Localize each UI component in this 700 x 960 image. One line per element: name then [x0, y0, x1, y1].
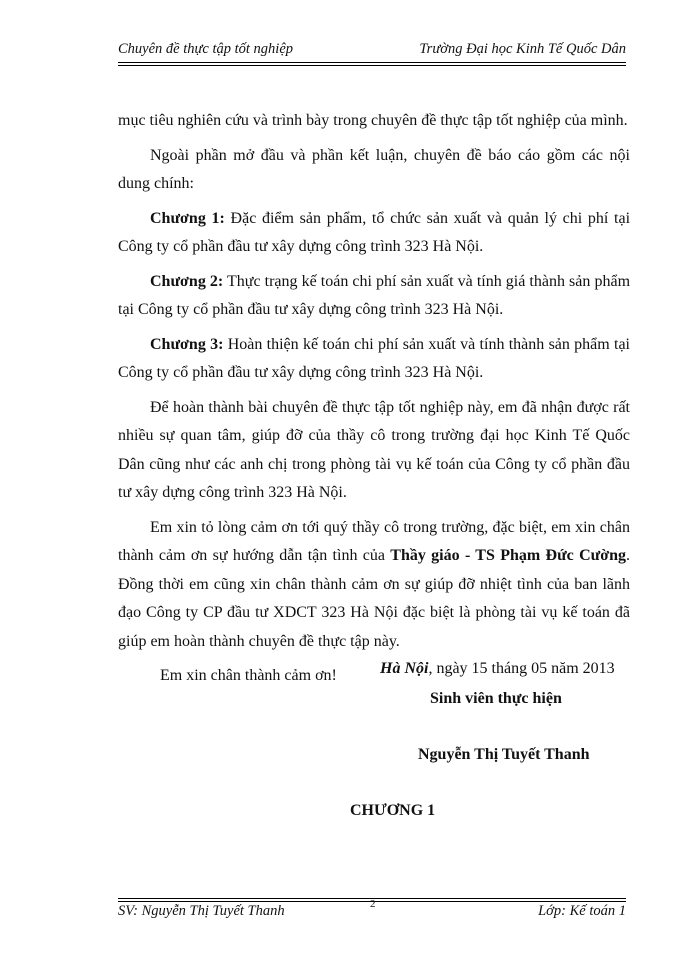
paragraph-closing: Em xin chân thành cảm ơn! — [160, 667, 337, 684]
thanks-text-b: . Đồng thời em cũng xin chân thành cảm ơn sự giúp đỡ nhiệt tình của ban lãnh đạo Công ty CP đầu tư XDCT 323 Hà Nội đặc biệt là phòng tài vụ kế toán đã giúp em hoàn thành chuyên đề thực tập này. — [118, 547, 631, 650]
signature-role: Sinh viên thực hiện — [430, 690, 562, 707]
signature-city: Hà Nội — [380, 660, 429, 677]
signature-name: Nguyễn Thị Tuyết Thanh — [418, 746, 590, 763]
thanks-teacher: Thầy giáo - TS Phạm Đức Cường — [390, 547, 627, 564]
chapter-2-label: Chương 2: — [150, 272, 224, 290]
chapter-3-label: Chương 3: — [150, 335, 224, 353]
paragraph-help: Để hoàn thành bài chuyên đề thực tập tốt nghiệp này, em đã nhận được rất nhiều sự quan tâm, giúp đỡ của thầy cô trong trường đại học Kinh Tế Quốc Dân cũng như các anh chị trong phòng tài vụ kế toán của Công ty cổ phần đầu tư xây dựng công trình 323 Hà Nội. — [118, 398, 630, 501]
chapter-1-text: Đặc điểm sản phẩm, tổ chức sản xuất và quản lý chi phí tại Công ty cổ phần đầu tư xây dựng công trình 323 Hà Nội. — [118, 209, 631, 255]
paragraph-intro-end: mục tiêu nghiên cứu và trình bày trong chuyên đề thực tập tốt nghiệp của mình. — [118, 112, 628, 129]
paragraph-thanks — [118, 514, 630, 657]
page-header — [118, 41, 626, 63]
signature-date — [380, 660, 615, 678]
signature-date-text: , ngày 15 tháng 05 năm 2013 — [428, 660, 615, 677]
chapter-3-text: Hoàn thiện kế toán chi phí sản xuất và tính thành sản phẩm tại Công ty cổ phần đầu tư xây dựng công trình 323 Hà Nội. — [118, 335, 631, 381]
paragraph-structure: Ngoài phần mở đầu và phần kết luận, chuyên đề báo cáo gồm các nội dung chính: — [118, 146, 630, 192]
header-left: Chuyên đề thực tập tốt nghiệp — [118, 41, 294, 57]
chapter-2-text: Thực trạng kế toán chi phí sản xuất và tính giá thành sản phẩm tại Công ty cổ phần đầu tư xây dựng công trình 323 Hà Nội. — [118, 272, 631, 318]
paragraph-chapter-1 — [118, 205, 630, 262]
chapter-1-label: Chương 1: — [150, 209, 225, 227]
document-body — [118, 107, 630, 697]
paragraph-chapter-2 — [118, 268, 630, 325]
footer-left: SV: Nguyễn Thị Tuyết Thanh — [118, 903, 285, 919]
paragraph-chapter-3 — [118, 331, 630, 388]
header-right: Trường Đại học Kinh Tế Quốc Dân — [419, 41, 626, 57]
header-rule — [118, 62, 626, 66]
footer-right: Lớp: Kế toán 1 — [538, 903, 626, 919]
chapter-heading: CHƯƠNG 1 — [350, 802, 436, 819]
page-number: 2 — [370, 898, 376, 910]
page-footer — [118, 903, 626, 925]
thanks-text-a: Em xin tỏ lòng cảm ơn tới quý thầy cô trong trường, đặc biệt, em xin chân thành cảm ơn sự hướng dẫn tận tình của — [118, 518, 630, 564]
